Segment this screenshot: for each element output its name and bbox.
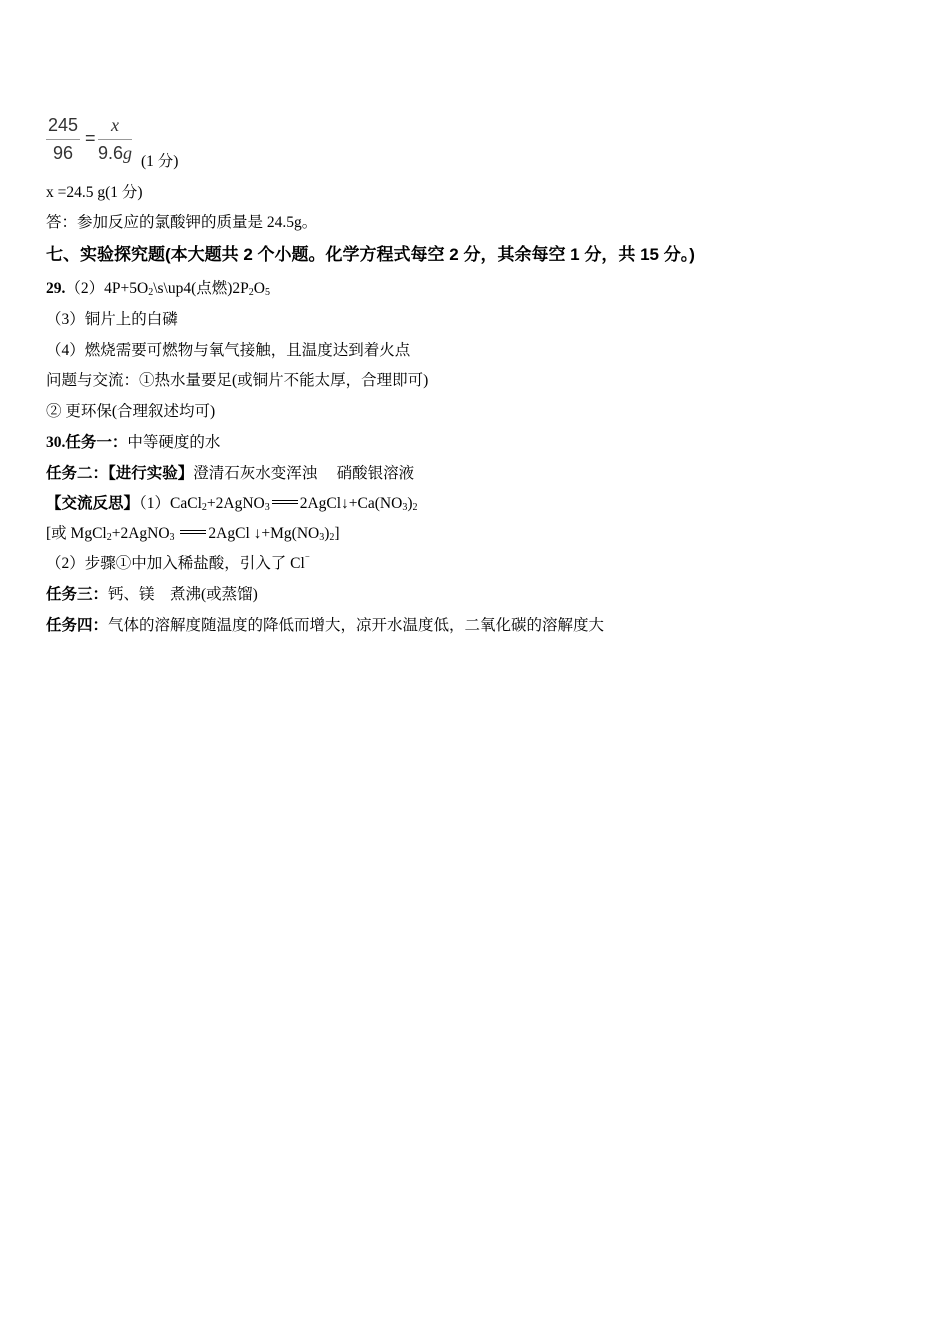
subscript: 2 xyxy=(329,532,335,543)
subscript: 2 xyxy=(248,287,254,298)
q29-line-2: （3）铜片上的白磷 xyxy=(46,311,178,328)
task3-label: 任务三： xyxy=(46,586,109,603)
fraction-score: (1 分) xyxy=(141,153,179,170)
denominator-value: 9.6 xyxy=(98,143,124,163)
fraction-right xyxy=(98,115,132,164)
task4-text: 气体的溶解度随温度的降低而增大，凉开水温度低，二氧化碳的溶解度大 xyxy=(108,617,605,634)
q29-line-3: （4）燃烧需要可燃物与氧气接触，且温度达到着火点 xyxy=(46,342,411,359)
task3-text: 钙、镁 煮沸(或蒸馏) xyxy=(108,586,258,603)
task4-label: 任务四： xyxy=(46,617,109,634)
q29-line-4: 问题与交流：①热水量要足(或铜片不能太厚，合理即可) xyxy=(46,372,429,389)
q29-line-1 xyxy=(46,279,270,299)
subscript: 3 xyxy=(169,532,175,543)
reflect-2-text: （2）步骤①中加入稀盐酸，引入了 Cl xyxy=(46,555,305,572)
fraction-right-numerator xyxy=(98,115,132,140)
q30-line-4 xyxy=(46,524,340,544)
q30-line-1 xyxy=(46,433,220,453)
q29-eq-part: \s\up4(点燃)2P xyxy=(153,280,249,297)
q30-line-2 xyxy=(46,464,414,484)
subscript: 2 xyxy=(106,532,112,543)
reflect-label: 【交流反思】 xyxy=(46,495,140,512)
task1-text: 中等硬度的水 xyxy=(127,434,221,451)
section-heading: 七、实验探究题(本大题共 2 个小题。化学方程式每空 2 分，其余每空 1 分，共 15 分。) xyxy=(46,245,695,264)
equation-part: ) xyxy=(407,495,413,512)
task1-label: 任务一： xyxy=(65,434,128,451)
equation-part: 2AgCl↓+Ca(NO xyxy=(299,495,403,512)
q29-line-5: ② 更环保(合理叙述均可) xyxy=(46,403,216,420)
answer-line: 答：参加反应的氯酸钾的质量是 24.5g。 xyxy=(46,214,318,231)
fraction-left xyxy=(46,115,80,164)
double-line-equals-icon xyxy=(180,530,206,534)
equation-part: ) xyxy=(324,525,330,542)
subscript: 2 xyxy=(412,502,418,513)
variable-x: x xyxy=(111,115,120,135)
q30-line-6 xyxy=(46,585,258,605)
q30-line-3 xyxy=(46,494,418,514)
subscript: 3 xyxy=(402,502,408,513)
q29-eq-part: （2）4P+5O xyxy=(65,280,149,297)
q30-line-5 xyxy=(46,554,310,574)
subscript: 2 xyxy=(148,287,154,298)
fraction-left-denominator: 96 xyxy=(53,143,74,163)
equals-sign: = xyxy=(85,128,96,148)
q30-line-7 xyxy=(46,616,604,636)
equation-part: 2AgCl ↓+Mg(NO xyxy=(208,525,320,542)
superscript: ⁻ xyxy=(304,554,311,565)
equation-part: ] xyxy=(334,525,340,542)
equation-part: [或 MgCl xyxy=(46,525,107,542)
equation-part: +2AgNO xyxy=(206,495,265,512)
subscript: 3 xyxy=(264,502,270,513)
subscript: 3 xyxy=(319,532,325,543)
x-result-line: x =24.5 g(1 分) xyxy=(46,184,143,201)
fraction-right-denominator xyxy=(98,140,132,164)
task2-text: 澄清石灰水变浑浊 硝酸银溶液 xyxy=(193,465,415,482)
equation-part: +2AgNO xyxy=(111,525,170,542)
subscript: 2 xyxy=(201,502,207,513)
equation-part: （1）CaCl xyxy=(139,495,202,512)
double-line-equals-icon xyxy=(272,500,298,504)
q29-eq-part: O xyxy=(253,280,265,297)
denominator-unit: g xyxy=(123,143,133,163)
q29-number: 29. xyxy=(46,280,66,297)
task2-label: 任务二：【进行实验】 xyxy=(46,465,194,482)
q30-number: 30. xyxy=(46,434,66,451)
fraction-left-numerator: 245 xyxy=(46,115,80,140)
subscript: 5 xyxy=(264,287,270,298)
